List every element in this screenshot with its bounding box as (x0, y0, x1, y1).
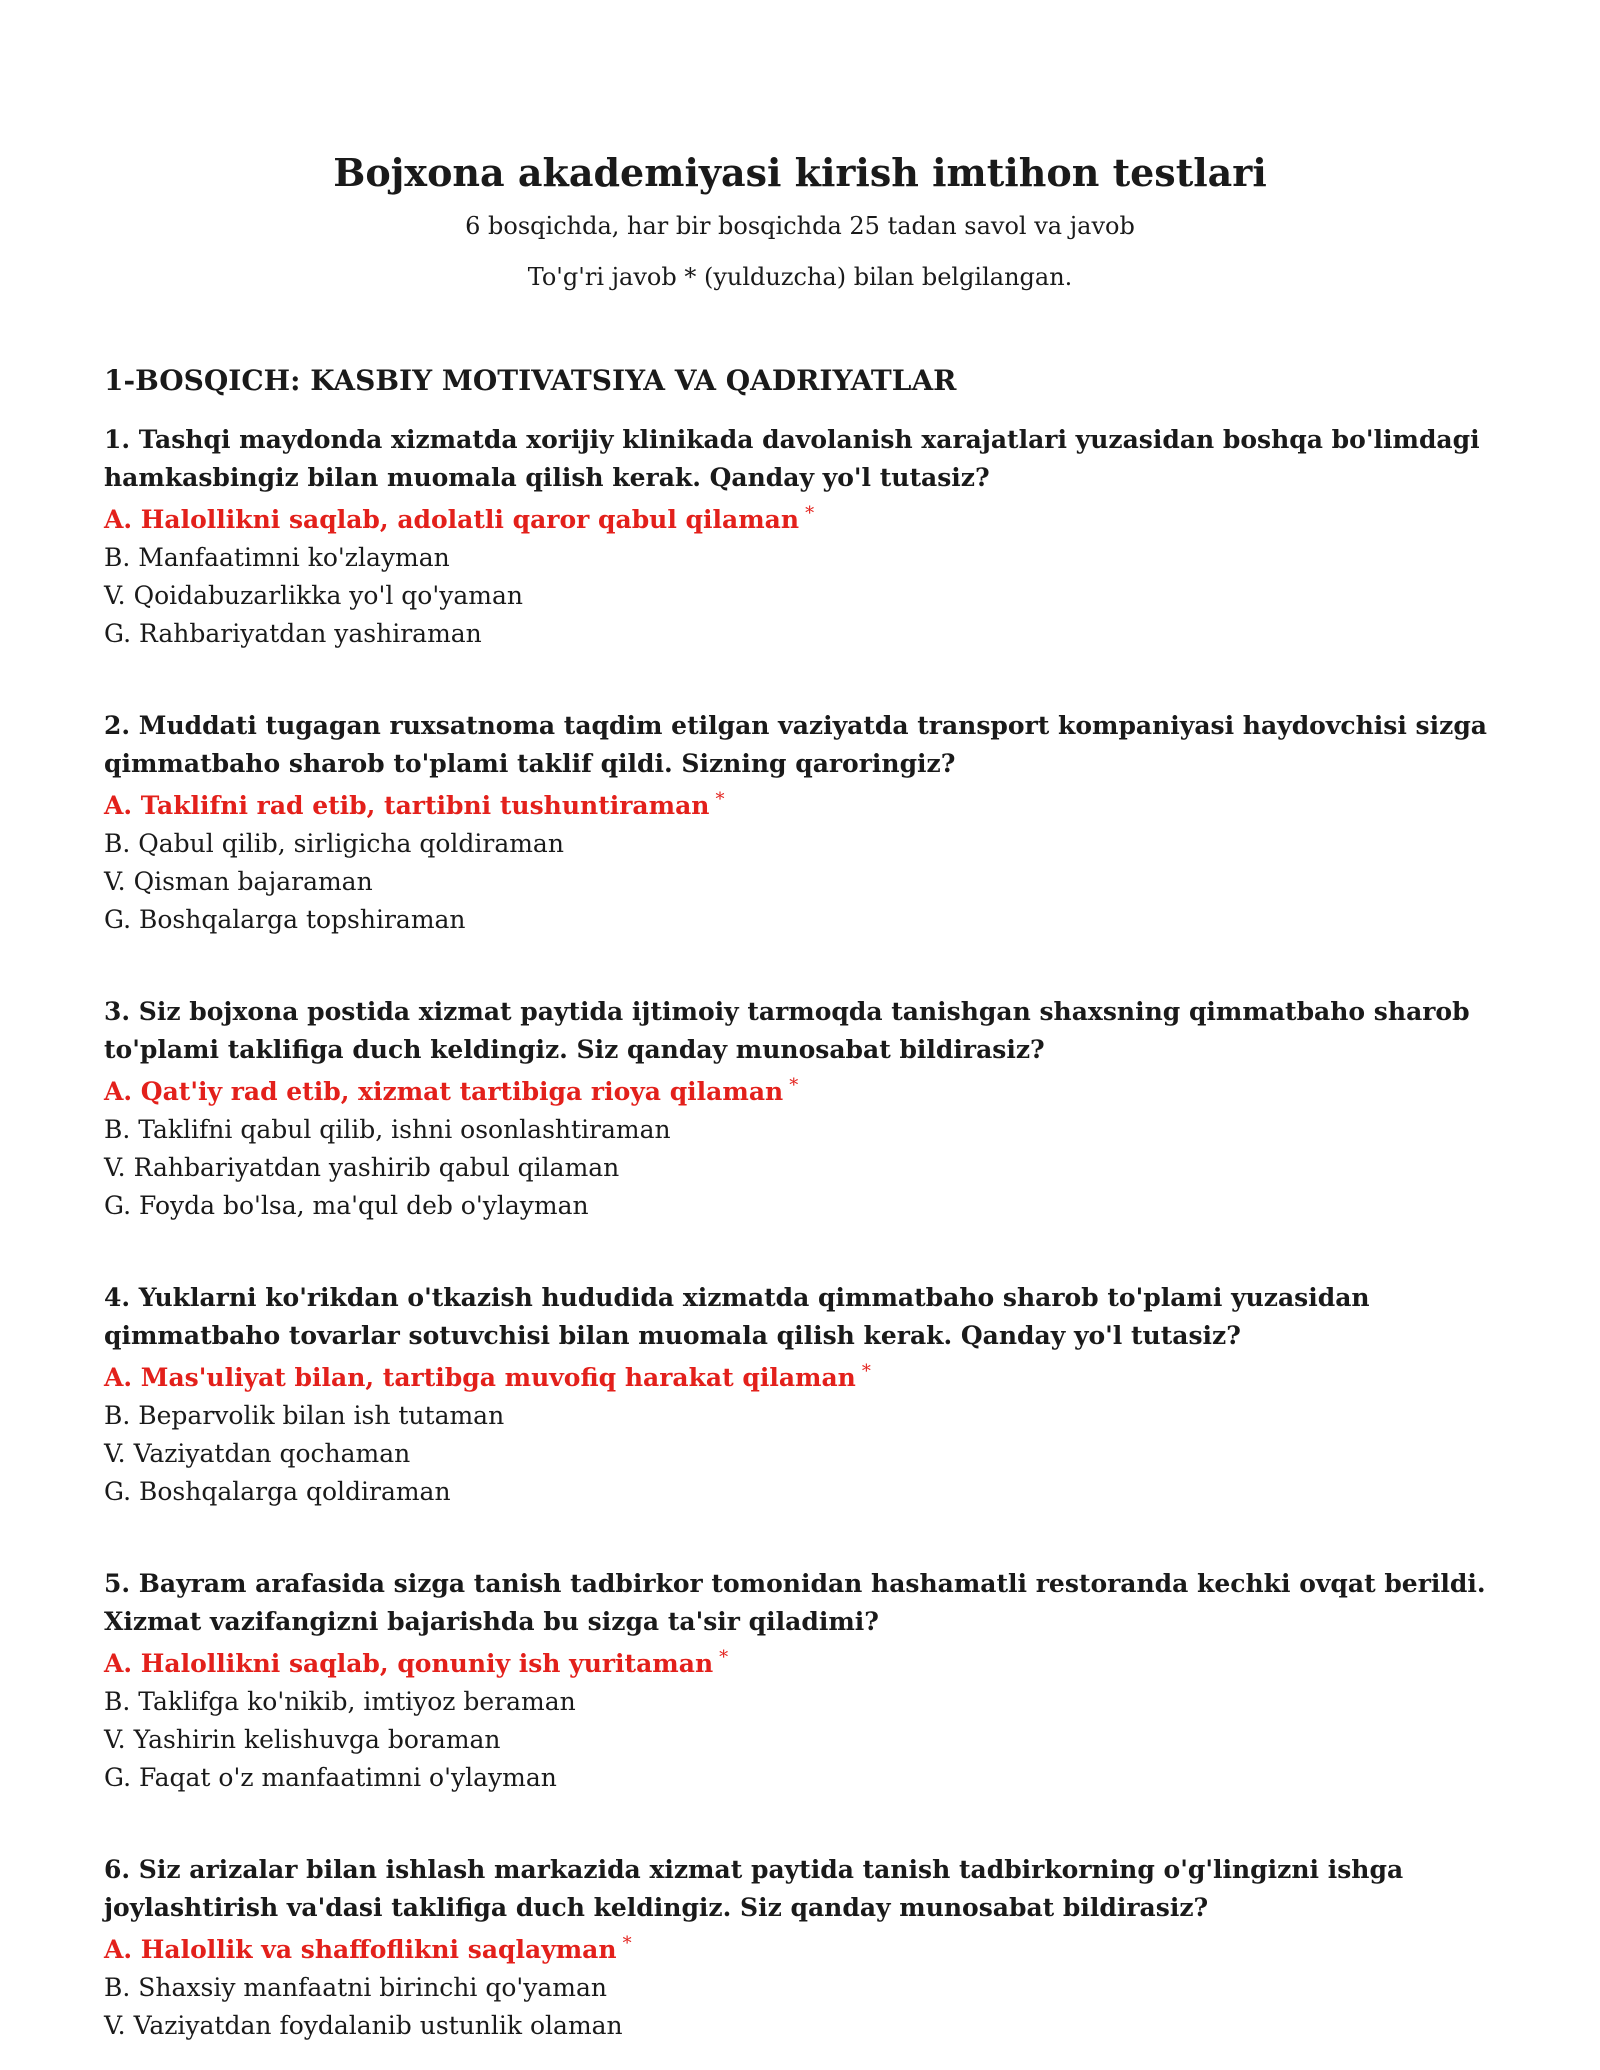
correct-answer-star: * (719, 1646, 729, 1668)
question-item (104, 1851, 1496, 2045)
question-text: 2. Muddati tugagan ruxsatnoma taqdim etilgan vaziyatda transport kompaniyasi haydovchisi sizga qimmatbaho sharob to'plami taklif qildi. Sizning qaroringiz? (104, 711, 1487, 779)
answer-option: V. Vaziyatdan foydalanib ustunlik olaman (104, 2011, 623, 2041)
answer-option: G. Foyda bo'lsa, ma'qul deb o'ylayman (104, 1191, 589, 1221)
answer-option-correct (104, 1645, 1496, 1683)
answer-option: B. Taklifni qabul qilib, ishni osonlashtiraman (104, 1115, 671, 1145)
document-note: To'g'ri javob * (yulduzcha) bilan belgilangan. (527, 263, 1073, 292)
correct-answer-star: * (622, 1932, 632, 1954)
answer-option-label: A. Halollik va shaffoflikni saqlayman (104, 1935, 617, 1965)
document-subtitle: 6 bosqichda, har bir bosqichda 25 tadan savol va javob (465, 211, 1135, 240)
question-text: 3. Siz bojxona postida xizmat paytida ijtimoiy tarmoqda tanishgan shaxsning qimmatbaho sharob to'plami taklifiga duch keldingiz. Siz qanday munosabat bildirasiz? (104, 997, 1470, 1065)
answer-option: V. Rahbariyatdan yashirib qabul qilaman (104, 1153, 620, 1183)
answer-option-correct (104, 1359, 1496, 1397)
question-text: 4. Yuklarni ko'rikdan o'tkazish hududida xizmatda qimmatbaho sharob to'plami yuzasidan qimmatbaho tovarlar sotuvchisi bilan muomala qilish kerak. Qanday yo'l tutasiz? (104, 1283, 1370, 1351)
correct-answer-star: * (805, 502, 815, 524)
correct-answer-star: * (861, 1360, 871, 1382)
answer-option-label: A. Taklifni rad etib, tartibni tushuntiraman (104, 791, 710, 821)
question-item (104, 993, 1496, 1225)
answer-option: V. Vaziyatdan qochaman (104, 1439, 411, 1469)
answer-option: B. Beparvolik bilan ish tutaman (104, 1401, 505, 1431)
answer-option: B. Shaxsiy manfaatni birinchi qo'yaman (104, 1973, 608, 2003)
answer-option-label: A. Mas'uliyat bilan, tartibga muvofiq harakat qilaman (104, 1363, 856, 1393)
answer-option: G. Faqat o'z manfaatimni o'ylayman (104, 1763, 557, 1793)
question-item (104, 707, 1496, 939)
answer-option: B. Taklifga ko'nikib, imtiyoz beraman (104, 1687, 576, 1717)
question-item (104, 1279, 1496, 1511)
answer-option: V. Qisman bajaraman (104, 867, 373, 897)
answer-option: B. Qabul qilib, sirligicha qoldiraman (104, 829, 564, 859)
document-title: Bojxona akademiyasi kirish imtihon testlari (333, 150, 1267, 195)
question-item (104, 1565, 1496, 1797)
answer-option: V. Qoidabuzarlikka yo'l qo'yaman (104, 581, 523, 611)
section-title: 1-BOSQICH: KASBIY MOTIVATSIYA VA QADRIYATLAR (104, 363, 957, 397)
correct-answer-star: * (715, 788, 725, 810)
answer-option: G. Boshqalarga qoldiraman (104, 1477, 451, 1507)
answer-option: G. Boshqalarga topshiraman (104, 905, 466, 935)
question-item (104, 421, 1496, 653)
question-text: 5. Bayram arafasida sizga tanish tadbirkor tomonidan hashamatli restoranda kechki ovqat berildi. Xizmat vazifangizni bajarishda bu sizga ta'sir qiladimi? (104, 1569, 1486, 1637)
answer-option-label: A. Qat'iy rad etib, xizmat tartibiga rioya qilaman (104, 1077, 784, 1107)
answer-option-label: A. Halollikni saqlab, qonuniy ish yuritaman (104, 1649, 714, 1679)
answer-option-correct (104, 1931, 1496, 1969)
answer-option-correct (104, 787, 1496, 825)
answer-option: B. Manfaatimni ko'zlayman (104, 543, 450, 573)
answer-option: V. Yashirin kelishuvga boraman (104, 1725, 501, 1755)
question-text: 6. Siz arizalar bilan ishlash markazida xizmat paytida tanish tadbirkorning o'g'lingizni ishga joylashtirish va'dasi taklifiga duch keldingiz. Siz qanday munosabat bildirasiz? (104, 1855, 1404, 1923)
answer-option-correct (104, 501, 1496, 539)
answer-option-label: A. Halollikni saqlab, adolatli qaror qabul qilaman (104, 505, 800, 535)
answer-option: G. Rahbariyatdan yashiraman (104, 619, 482, 649)
answer-option-correct (104, 1073, 1496, 1111)
question-text: 1. Tashqi maydonda xizmatda xorijiy klinikada davolanish xarajatlari yuzasidan boshqa bo'limdagi hamkasbingiz bilan muomala qilish kerak. Qanday yo'l tutasiz? (104, 425, 1480, 493)
correct-answer-star: * (789, 1074, 799, 1096)
